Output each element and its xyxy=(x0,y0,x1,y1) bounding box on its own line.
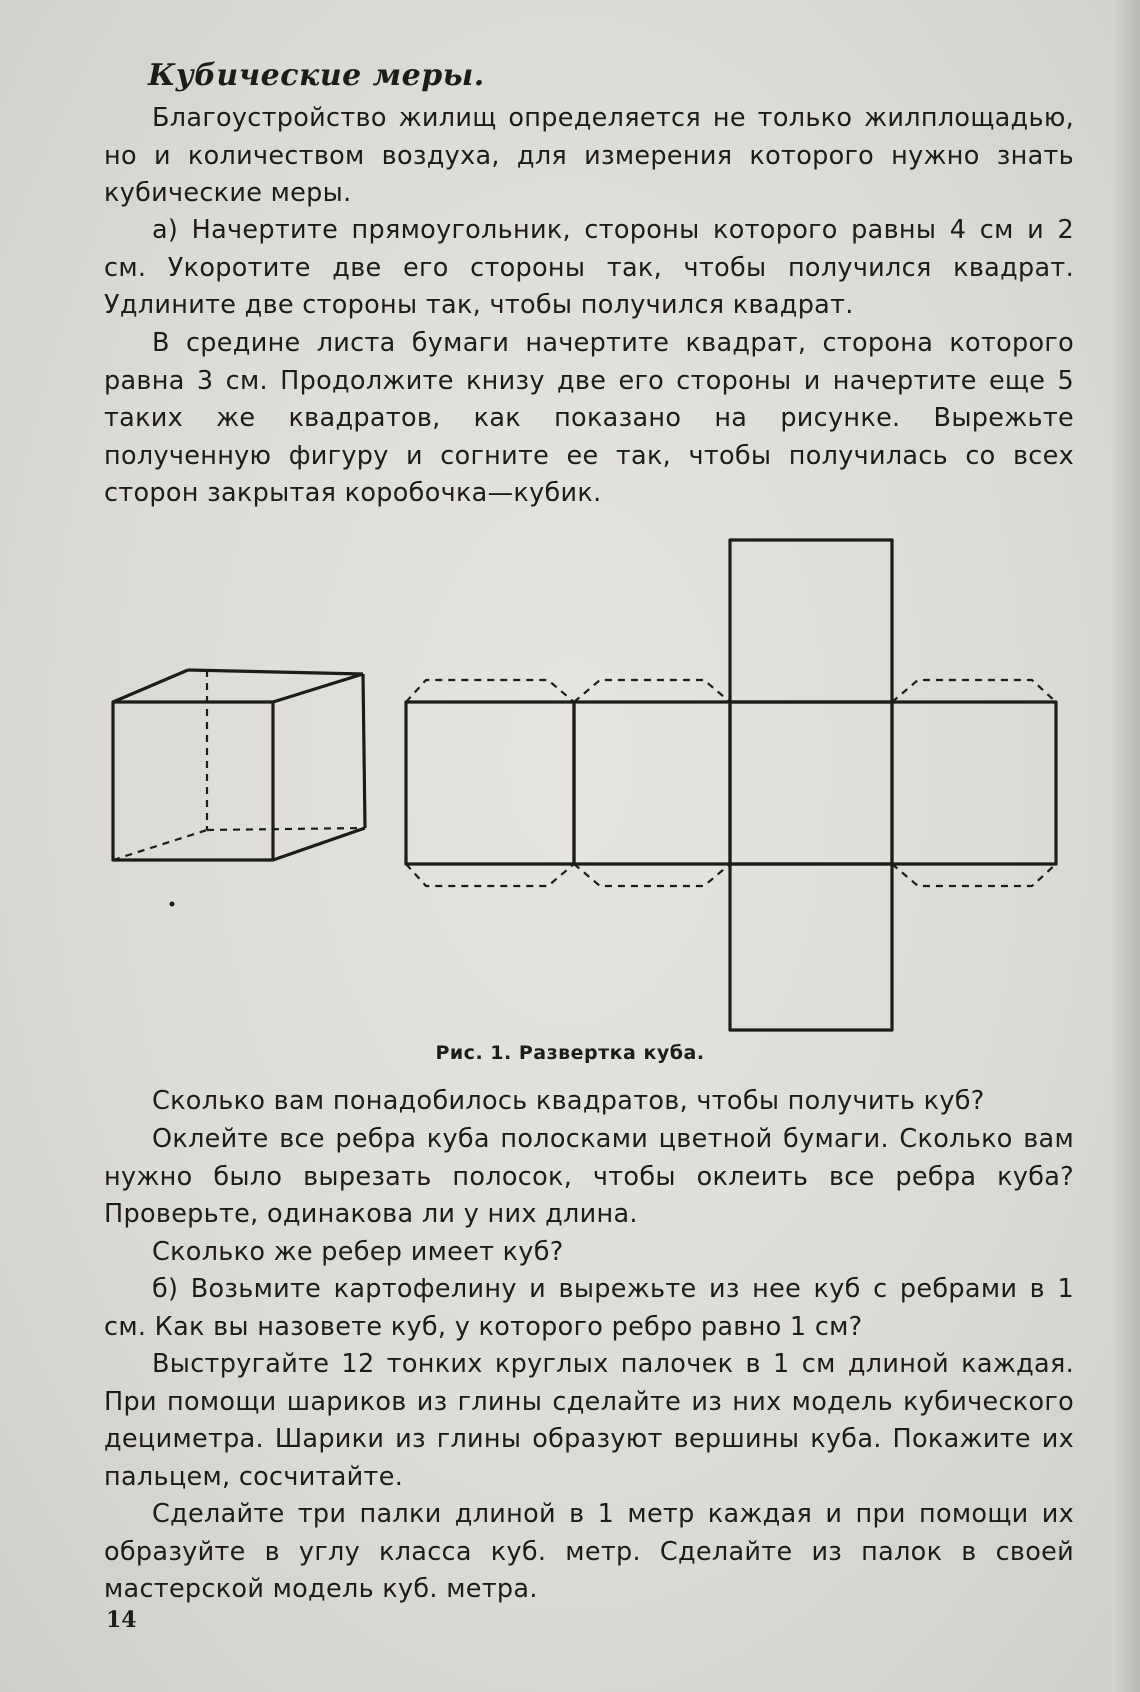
paragraph-decimeter-model: Выстругайте 12 тонких круглых палочек в 1 см длиной каждая. При помощи шариков из глины сделайте из них модель кубического дециметра. Шарики из глины образуют вершины куба. Покажите их пальцем, сосчитайте. xyxy=(104,1349,1074,1492)
paragraph-task-a: а) Начертите прямоугольник, стороны которого равны 4 см и 2 см. Укоротите две его стороны так, чтобы получился квадрат. Удлините две стороны так, чтобы получился квадрат. xyxy=(104,215,1074,320)
figure-cube-net xyxy=(0,530,1140,1050)
paragraph-question-edges: Сколько же ребер имеет куб? xyxy=(152,1237,564,1267)
paragraph-task-b: б) Возьмите картофелину и вырежьте из нее куб с ребрами в 1 см. Как вы назовете куб, у которого ребро равно 1 см? xyxy=(104,1274,1074,1342)
paragraph-edges-strips: Оклейте все ребра куба полосками цветной бумаги. Сколько вам нужно было вырезать полосок, чтобы оклеить все ребра куба? Проверьте, одинакова ли у них длина. xyxy=(104,1124,1074,1229)
cube-hidden-edges xyxy=(113,670,365,860)
paragraph-question-squares: Сколько вам понадобилось квадратов, чтобы получить куб? xyxy=(152,1086,985,1116)
cube-net xyxy=(406,540,1056,1030)
section-title: Кубические меры. xyxy=(148,58,485,93)
paragraph-cube-net: В средине листа бумаги начертите квадрат, сторона которого равна 3 см. Продолжите книзу две его стороны и начертите еще 5 таких же квадратов, как показано на рисунке. Вырежьте полученную фигуру и согните ее так, чтобы получилась со всех сторон закрытая коробочка—кубик. xyxy=(104,328,1074,508)
cube-edge xyxy=(113,670,188,702)
net-square xyxy=(730,864,892,1030)
net-square xyxy=(892,702,1056,864)
net-square xyxy=(730,702,892,864)
cube-edge xyxy=(273,674,363,702)
ink-speck xyxy=(170,902,175,907)
net-square xyxy=(406,702,574,864)
cube-edge xyxy=(273,828,365,860)
page-number: 14 xyxy=(106,1607,137,1633)
paragraph-intro: Благоустройство жилищ определяется не только жилплощадью, но и количеством воздуха, для измерения которого нужно знать кубические меры. xyxy=(104,103,1074,208)
paragraph-meter-model: Сделайте три палки длиной в 1 метр каждая и при помощи их образуйте в углу класса куб. метр. Сделайте из палок в своей мастерской модель куб. метра. xyxy=(104,1499,1074,1604)
cube-edge xyxy=(188,670,363,674)
cube-edge xyxy=(363,674,365,828)
cube-front-face xyxy=(113,702,273,860)
figure-drawing xyxy=(0,530,1140,1050)
cube-perspective xyxy=(113,670,365,860)
net-square xyxy=(574,702,730,864)
figure-caption: Рис. 1. Развертка куба. xyxy=(435,1042,705,1064)
net-square xyxy=(730,540,892,702)
